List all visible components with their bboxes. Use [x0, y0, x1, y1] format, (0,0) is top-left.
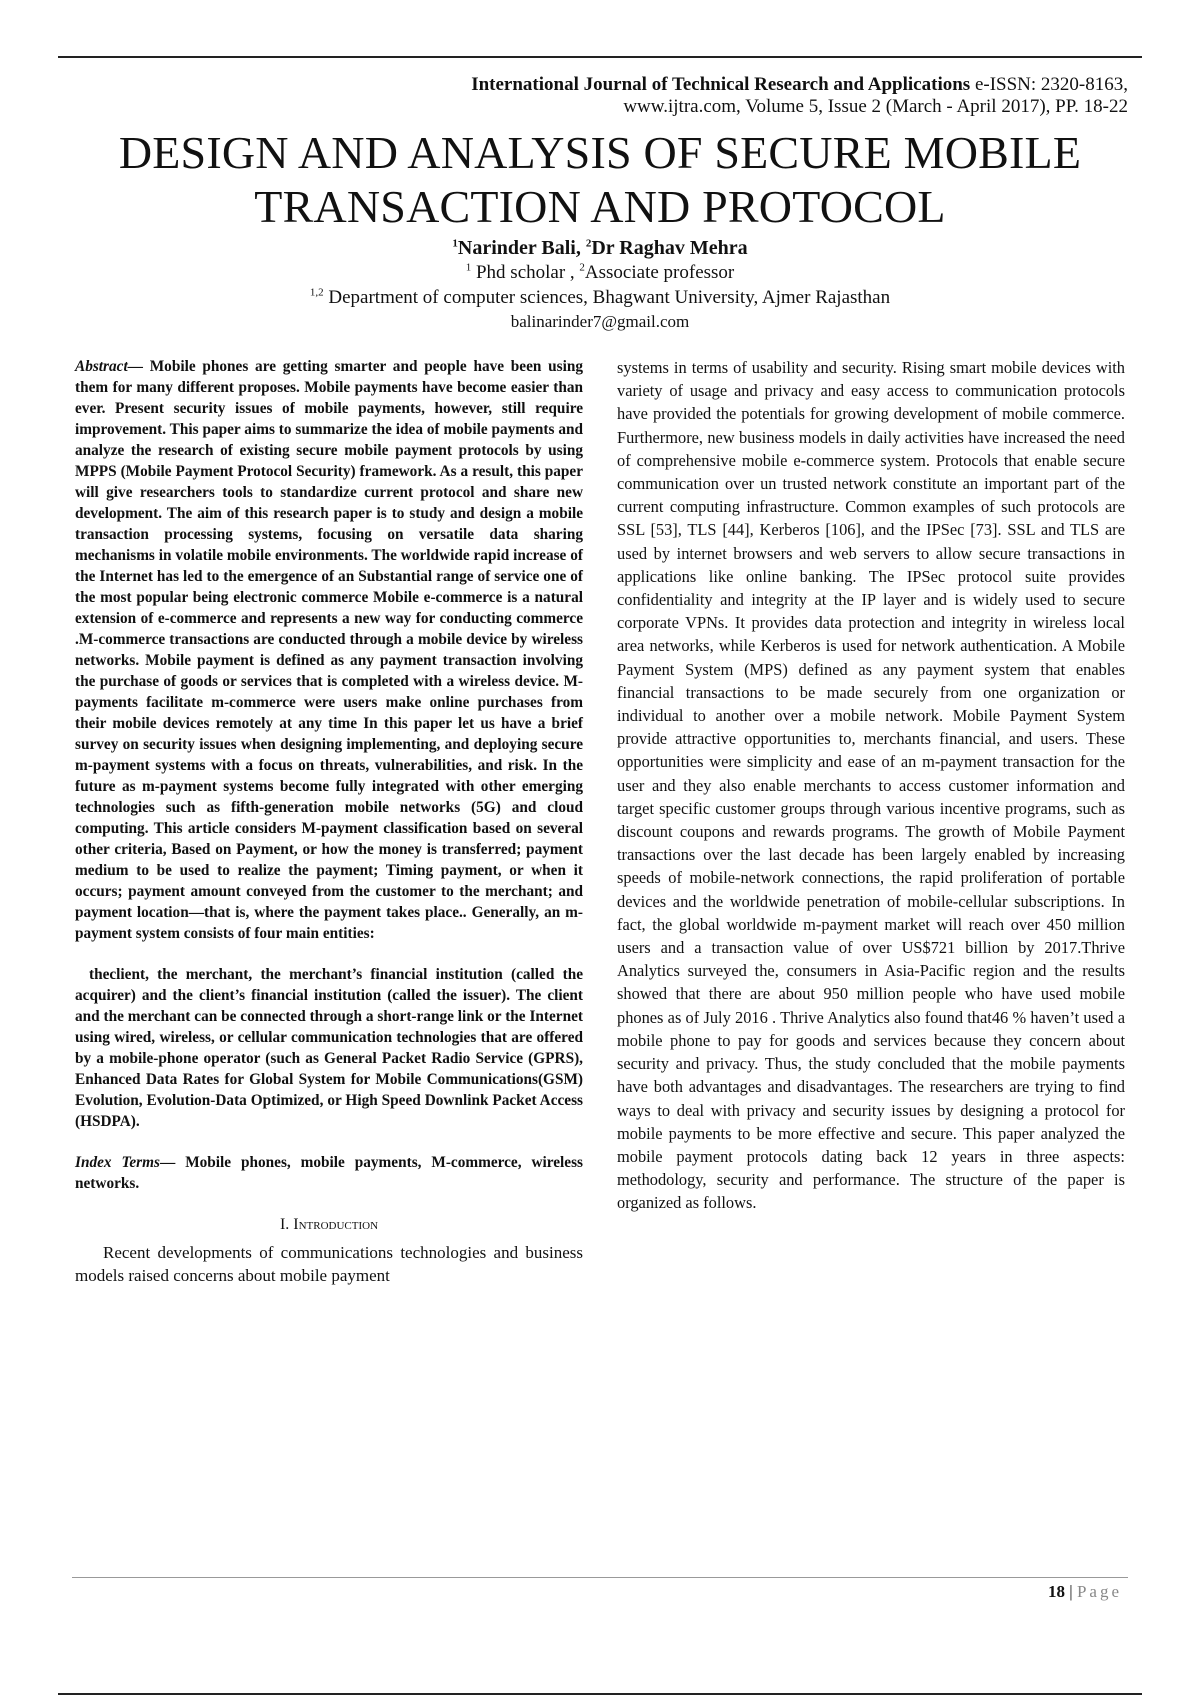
journal-name: International Journal of Technical Research and Applications [471, 74, 971, 95]
role1-sup: 1 [465, 261, 472, 274]
page-number: 18 [1048, 1582, 1066, 1601]
bottom-rule [58, 1693, 1142, 1695]
abstract-text: Mobile phones are getting smarter and people have been using them for many different proposes. Mobile payments have become easier than ever. Present security issues of mobile payments, however, still require improvement. This paper aims to summarize the idea of mobile payments and analyze the research of existing secure mobile payment protocols by using MPPS (Mobile Payment Protocol Security) framework. As a result, this paper will give researchers tools to standardize current protocol and share new development. The aim of this research paper is to study and design a mobile transaction processing systems, focusing on versatile data sharing mechanisms in volatile mobile environments. The worldwide rapid increase of the Internet has led to the emergence of an Substantial range of service one of the most popular being electronic commerce Mobile e-commerce is a natural extension of e-commerce and represents a new way for conducting commerce .M-commerce transactions are conducted through a mobile device by wireless networks. Mobile payment is defined as any payment transaction involving the purchase of goods or services that is completed with a wireless device. M-payments facilitate m-commerce were users make online purchases from their mobile devices remotely at any time In this paper let us have a brief survey on security issues when designing implementing, and deploying secure m-payment systems with a focus on threats, vulnerabilities, and risk. In the future as m-payment systems become fully integrated with other emerging technologies such as fifth-generation mobile networks (5G) and cloud computing. This article considers M-payment classification based on several other criteria, Based on Payment, or how the money is transferred; payment medium to be used to realize the payment; Timing payment, or when it occurs; payment amount conveyed from the customer to the merchant; and payment location—that is, where the payment takes place.. Generally, an m- payment system consists of four main entities: [75, 358, 583, 942]
index-terms [75, 1152, 583, 1194]
index-terms-text: — Mobile phones, mobile payments, M-commerce, wireless networks. [75, 1154, 583, 1192]
right-column-text: systems in terms of usability and security. Rising smart mobile devices with variety of usage and privacy and easy access to communication protocols have provided the potentials for growing development of mobile commerce. Furthermore, new business models in daily activities have increased the need of comprehensive mobile e-commerce system. Protocols that enable secure communication over un trusted network constitute an important part of the current computing infrastructure. Common examples of such protocols are SSL [53], TLS [44], Kerberos [106], and the IPSec [73]. SSL and TLS are used by internet browsers and web servers to allow secure transactions in applications like online banking. The IPSec protocol suite provides confidentiality and integrity at the IP layer and is widely used to secure corporate VPNs. It provides data protection and integrity in wireless local area networks, while Kerberos is used for network authentication. A Mobile Payment System (MPS) defined as any payment system that enables financial transactions to be made securely from one organization or individual to another over a mobile network. Mobile Payment System provide attractive opportunities to, merchants financial, and users. These opportunities were simplicity and ease of an m-payment transaction for the user and they also enable merchants to access customer information and target specific customer groups through various incentive programs, such as discount coupons and rewards programs. The growth of Mobile Payment transactions over the last decade has been largely enabled by increasing speeds of mobile-network connections, the rapid proliferation of portable devices and the worldwide penetration of mobile-cellular subscriptions. In fact, the global worldwide m-payment market will reach over 450 million users and a transaction value of over US$721 billion by 2017.Thrive Analytics surveyed the, consumers in Asia-Pacific region and the results showed that there are about 950 million people who have used mobile phones as of July 2016 . Thrive Analytics also found that46 % haven’t used a mobile phone to pay for goods and services because they concern about security and privacy. Thus, the study concluded that the mobile payments have both advantages and disadvantages. The researchers are trying to find ways to deal with privacy and security issues by designing a protocol for mobile payments to be more effective and secure. This paper analyzed the mobile payment protocols dating back 12 years in three aspects: methodology, security and performance. The structure of the paper is organized as follows. [617, 358, 1125, 1213]
page-word: Page [1076, 1582, 1122, 1601]
page-footer [1048, 1582, 1122, 1602]
journal-volume: www.ijtra.com, Volume 5, Issue 2 (March - April 2017), PP. 18-22 [623, 96, 1128, 117]
department-line [0, 286, 1200, 309]
journal-header [471, 74, 1128, 118]
title-line-2: TRANSACTION AND PROTOCOL [254, 181, 946, 232]
author-line [0, 236, 1200, 260]
left-column [75, 356, 583, 1287]
role-2: Associate professor [584, 262, 735, 283]
author2-sup: 2 [585, 237, 592, 250]
role2-sup: 2 [579, 261, 585, 274]
abstract-label: Abstract— [75, 358, 143, 375]
right-column [617, 356, 1125, 1215]
author-roles [0, 261, 1200, 284]
role-1: Phd scholar , [471, 262, 580, 283]
title-line-1: DESIGN AND ANALYSIS OF SECURE MOBILE [118, 127, 1082, 178]
abstract-entities: theclient, the merchant, the merchant’s financial institution (called the acquirer) and the client’s financial institution (called the issuer). The client and the merchant can be connected through a short-range link or the Internet using wired, wireless, or cellular communication technologies that are offered by a mobile-phone operator (such as General Packet Radio Service (GPRS), Enhanced Data Rates for Global System for Mobile Communications(GSM) Evolution, Evolution-Data Optimized, or High Speed Downlink Packet Access (HSDPA). [75, 966, 583, 1130]
department: Department of computer sciences, Bhagwant University, Ajmer Rajasthan [323, 287, 891, 308]
author-1: Narinder Bali, [457, 237, 586, 259]
footer-rule [72, 1577, 1128, 1578]
paper-title [60, 126, 1140, 234]
index-terms-label: Index Terms [75, 1154, 160, 1171]
abstract-paragraph [75, 356, 583, 944]
author1-sup: 1 [452, 237, 458, 250]
author-email: balinarinder7@gmail.com [510, 312, 690, 331]
page-separator: | [1065, 1582, 1077, 1601]
introduction-text: Recent developments of communications technologies and business models raised concerns about mobile payment [75, 1243, 583, 1285]
section-heading-introduction: I. Introduction [279, 1216, 379, 1233]
author-2: Dr Raghav Mehra [591, 237, 748, 259]
journal-issn: e-ISSN: 2320-8163, [970, 74, 1128, 95]
dept-sup: 1,2 [309, 286, 324, 299]
header-rule [58, 56, 1142, 58]
